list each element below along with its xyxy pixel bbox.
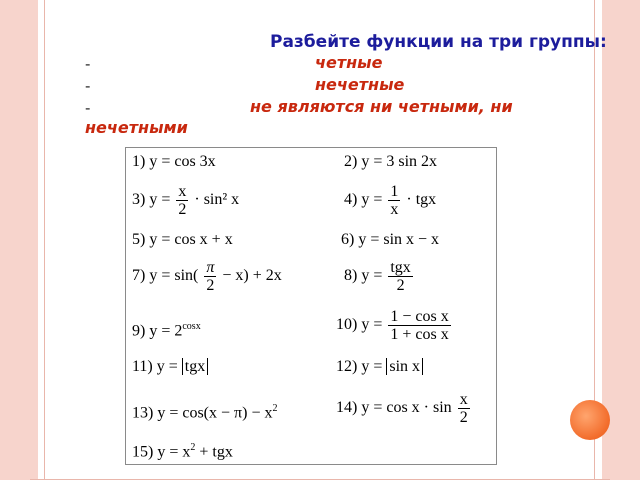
orange-circle-decoration [570,400,610,440]
formula-1: 1) y = cos 3x [132,153,216,170]
category-neither-line1: не являются ни четными, ни [250,97,513,116]
formula-8: 8) y = $\frac{\text{tgx}}{2}$ [344,259,411,294]
formula-6: 6) y = sin x − x [341,231,440,248]
formula-10: 10) y = $\frac{\text{1 − cos x}}{\text{1 + cos x}}$ [336,308,449,343]
right-decorative-band [602,0,640,480]
formula-2: 2) y = 3 sin 2x [344,153,438,170]
category-odd: нечетные [315,75,405,94]
formula-7: 7) y = sin( $\frac{\pi}{2}$ − x) + 2x [132,259,282,294]
dash-1: - [85,55,91,73]
dash-3: - [85,99,91,117]
formula-4: 4) y = $\frac{1}{x}$ · tgx [344,183,437,218]
formula-5: 5) y = cos x + x [132,231,233,248]
formula-12: 12) y = sin x [336,358,423,376]
formula-13: 13) $y = \cos(x - \pi) - x^2$ [132,403,278,422]
formula-11: 11) y = tgx [132,358,208,376]
functions-box [125,147,497,465]
formula-3: 3) y = $\frac{x}{2}$ · sin² x [132,183,240,218]
formula-9: 9) $y = 2^{cosx}$ [132,321,201,340]
category-neither-line2: нечетными [85,118,188,137]
task-title: Разбейте функции на три группы: [270,32,607,52]
dash-2: - [85,77,91,95]
formula-14: 14) y = cos x · sin $\frac{x}{2}$ [336,391,468,426]
category-even: четные [315,53,383,72]
formula-15: 15) $y = x^2$ + tgx [132,442,233,461]
left-decorative-band [0,0,38,480]
